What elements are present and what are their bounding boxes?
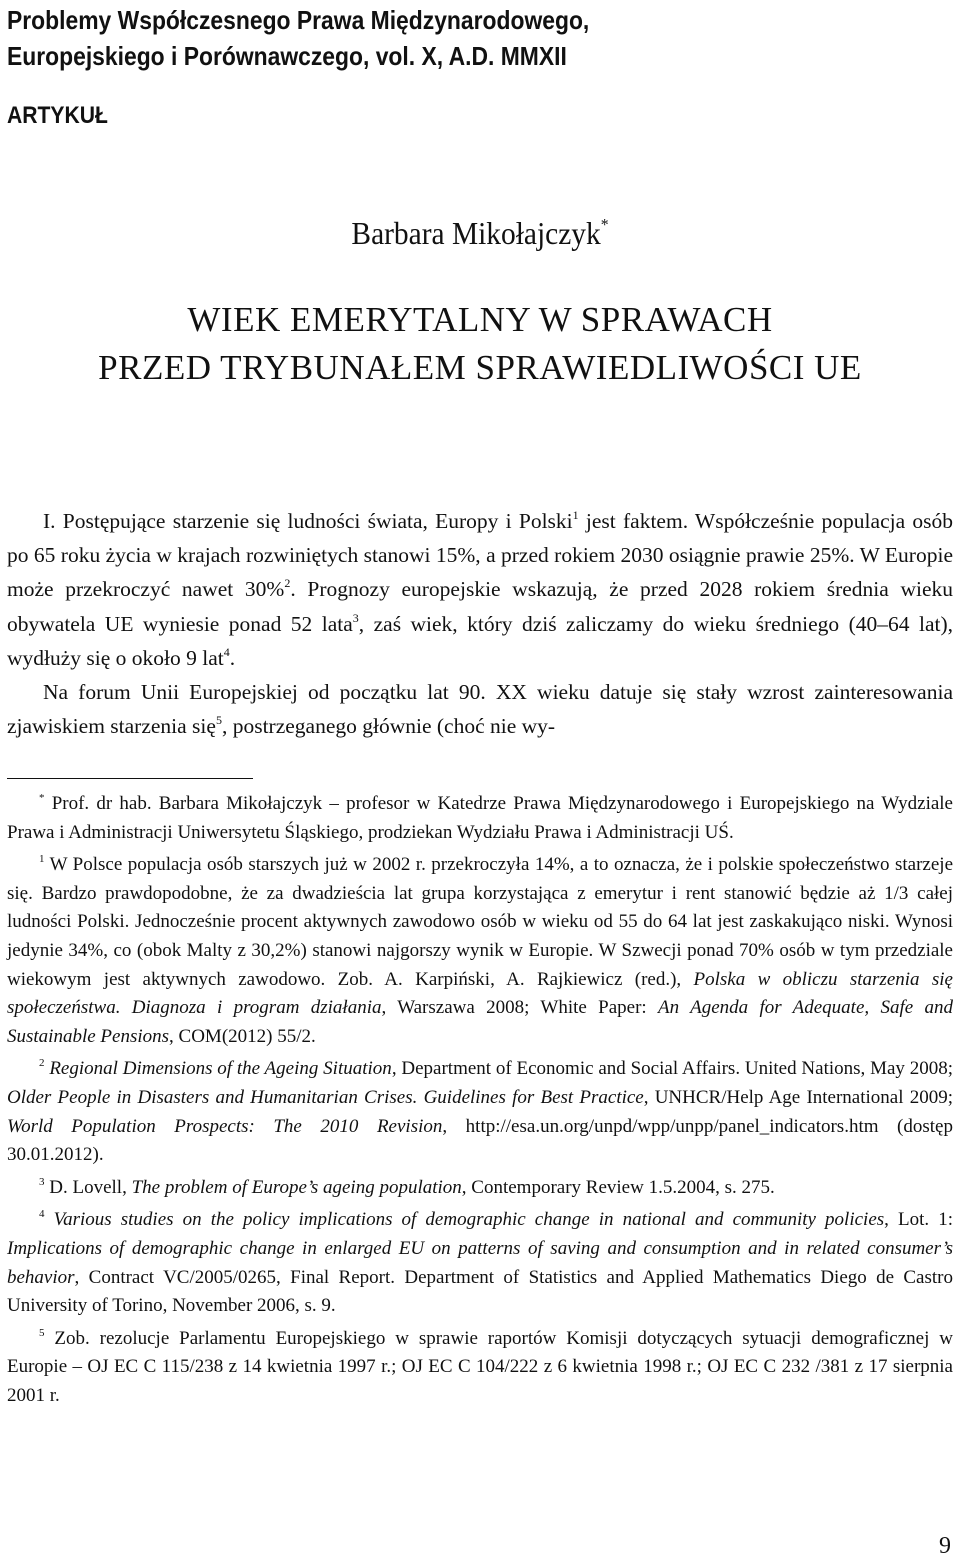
journal-header <box>7 2 589 74</box>
text-run: , Contemporary Review 1.5.2004, s. 275. <box>461 1176 775 1198</box>
footnote-5 <box>7 1325 953 1411</box>
text-run: , http://esa.un.org/unpd/wpp/unpp/panel_indicators.htm (dostęp 30.01.2012). <box>7 1115 953 1166</box>
paragraph-1 <box>7 504 953 675</box>
author-footnote-mark[interactable]: * <box>600 215 609 234</box>
italic-title: World Population Prospects: The 2010 Revision <box>7 1115 443 1137</box>
article-title-line-1: WIEK EMERYTALNY W SPRAWACH <box>187 300 773 339</box>
footnote-mark: 5 <box>39 1326 45 1339</box>
text-run: D. Lovell, <box>44 1176 132 1198</box>
text-run: , Warszawa 2008; White Paper: <box>381 997 659 1019</box>
text-run: , postrzeganego głównie (choć nie wy- <box>221 714 556 739</box>
text-run: , COM(2012) 55/2. <box>169 1025 316 1047</box>
footnotes <box>7 790 953 1414</box>
journal-title-line-2: Europejskiego i Porównawczego, vol. X, A.D. MMXII <box>7 41 567 71</box>
footnote-ref-5[interactable]: 5 <box>215 713 222 728</box>
footnote-mark: * <box>39 792 45 804</box>
journal-title-line-1: Problemy Współczesnego Prawa Międzynarodowego, <box>7 5 590 35</box>
text-run: , Department of Economic and Social Affairs. United Nations, May 2008; <box>391 1058 954 1080</box>
author-name <box>45 215 915 252</box>
footnote-mark: 4 <box>39 1208 45 1221</box>
footnote-2 <box>7 1055 953 1169</box>
italic-title: Older People in Disasters and Humanitarian Crises. Guidelines for Best Practice <box>7 1086 644 1108</box>
footnote-separator <box>7 778 253 779</box>
text-run: . <box>229 645 236 670</box>
italic-title: Polska w obliczu starzenia się społeczeństwa. Diagnoza i program działania <box>7 968 953 1019</box>
page-number: 9 <box>939 1533 951 1559</box>
text-run: Zob. rezolucje Parlamentu Europejskiego w sprawie raportów Komisji dotyczących sytuacji demograficznej w Europie – OJ EC C 115/238 z 14 kwietnia 1997 r.; OJ EC C 104/222 z 6 kwietnia 1998 r.; OJ EC C 232 /381 z 17 sierpnia 2001 r. <box>7 1327 953 1406</box>
footnote-mark: 2 <box>39 1057 45 1070</box>
text-run: , Lot. 1: <box>884 1209 953 1231</box>
body-text <box>7 504 953 743</box>
italic-title: The problem of Europe’s ageing population <box>131 1176 462 1198</box>
text-run: jest faktem. Współcześnie populacja osób po 65 roku życia w krajach rozwiniętych stanowi 15%, a przed rokiem 2030 osiągnie prawie 25%. W Europie może przekroczyć nawet 30% <box>7 509 953 602</box>
text-run: Na forum Unii Europejskiej od początku lat 90. XX wieku datuje się stały wzrost zainteresowania zjawiskiem starzenia się <box>7 680 953 739</box>
italic-title: Various studies on the policy implications of demographic change in national and community policies <box>53 1209 885 1231</box>
footnote-ref-4[interactable]: 4 <box>223 644 230 659</box>
text-run: , zaś wiek, który dziś zaliczamy do wieku średniego (40–64 lat), wydłuży się o około 9 lat <box>7 611 953 670</box>
author-name-text: Barbara Mikołajczyk <box>351 215 601 251</box>
article-title-line-2: PRZED TRYBUNAŁEM SPRAWIEDLIWOŚCI UE <box>98 348 862 387</box>
article-title <box>7 296 953 392</box>
footnote-ref-2[interactable]: 2 <box>284 576 291 591</box>
footnote-ref-3[interactable]: 3 <box>352 610 359 625</box>
section-label: ARTYKUŁ <box>7 102 108 129</box>
footnote-mark: 3 <box>39 1175 45 1188</box>
italic-title: Implications of demographic change in enlarged EU on patterns of saving and consumption and in related consumer’s behavior <box>7 1237 953 1288</box>
footnote-4 <box>7 1206 953 1320</box>
italic-title: Regional Dimensions of the Ageing Situation <box>49 1058 392 1080</box>
footnote-1 <box>7 851 953 1051</box>
footnote-mark: 1 <box>39 853 45 866</box>
text-run: Prof. dr hab. Barbara Mikołajczyk – profesor w Katedrze Prawa Międzynarodowego i Europejskiego na Wydziale Prawa i Administracji Uniwersytetu Śląskiego, prodziekan Wydziału Prawa i Administracji UŚ. <box>7 793 953 843</box>
text-run: I. Postępujące starzenie się ludności świata, Europy i Polski <box>43 509 573 533</box>
document-page <box>7 0 953 1567</box>
text-run: , Contract VC/2005/0265, Final Report. Department of Statistics and Applied Mathematics Diego de Castro University of Torino, November 2006, s. 9. <box>7 1266 953 1317</box>
footnote-ref-1[interactable]: 1 <box>572 508 579 522</box>
footnote-3 <box>7 1174 953 1203</box>
footnote-author <box>7 790 953 847</box>
text-run: , UNHCR/Help Age International 2009; <box>643 1086 953 1108</box>
text-run: W Polsce populacja osób starszych już w 2002 r. przekroczyła 14%, a to oznacza, że i polskie społeczeństwo starzeje się. Bardzo prawdopodobne, że za dwadzieścia lat grupa korzystająca z emerytur i rent stanowić będzie aż 1/3 całej ludności Polski. Jednocześnie procent aktywnych zawodowo osób w wieku od 55 do 64 lat jest zaskakująco niski. Wynosi jedynie 34%, co (obok Malty z 30,2%) stanowi najgorszy wynik w Europie. W Szwecji ponad 70% osób w tym przedziale wiekowym jest aktywnych zawodowo. Zob. A. Karpiński, A. Rajkiewicz (red.), <box>7 854 953 990</box>
paragraph-2 <box>7 675 953 743</box>
text-run: . Prognozy europejskie wskazują, że przed 2028 rokiem średnia wieku obywatela UE wyniesie ponad 52 lata <box>7 577 953 636</box>
italic-title: An Agenda for Adequate, Safe and Sustainable Pensions <box>7 997 953 1047</box>
